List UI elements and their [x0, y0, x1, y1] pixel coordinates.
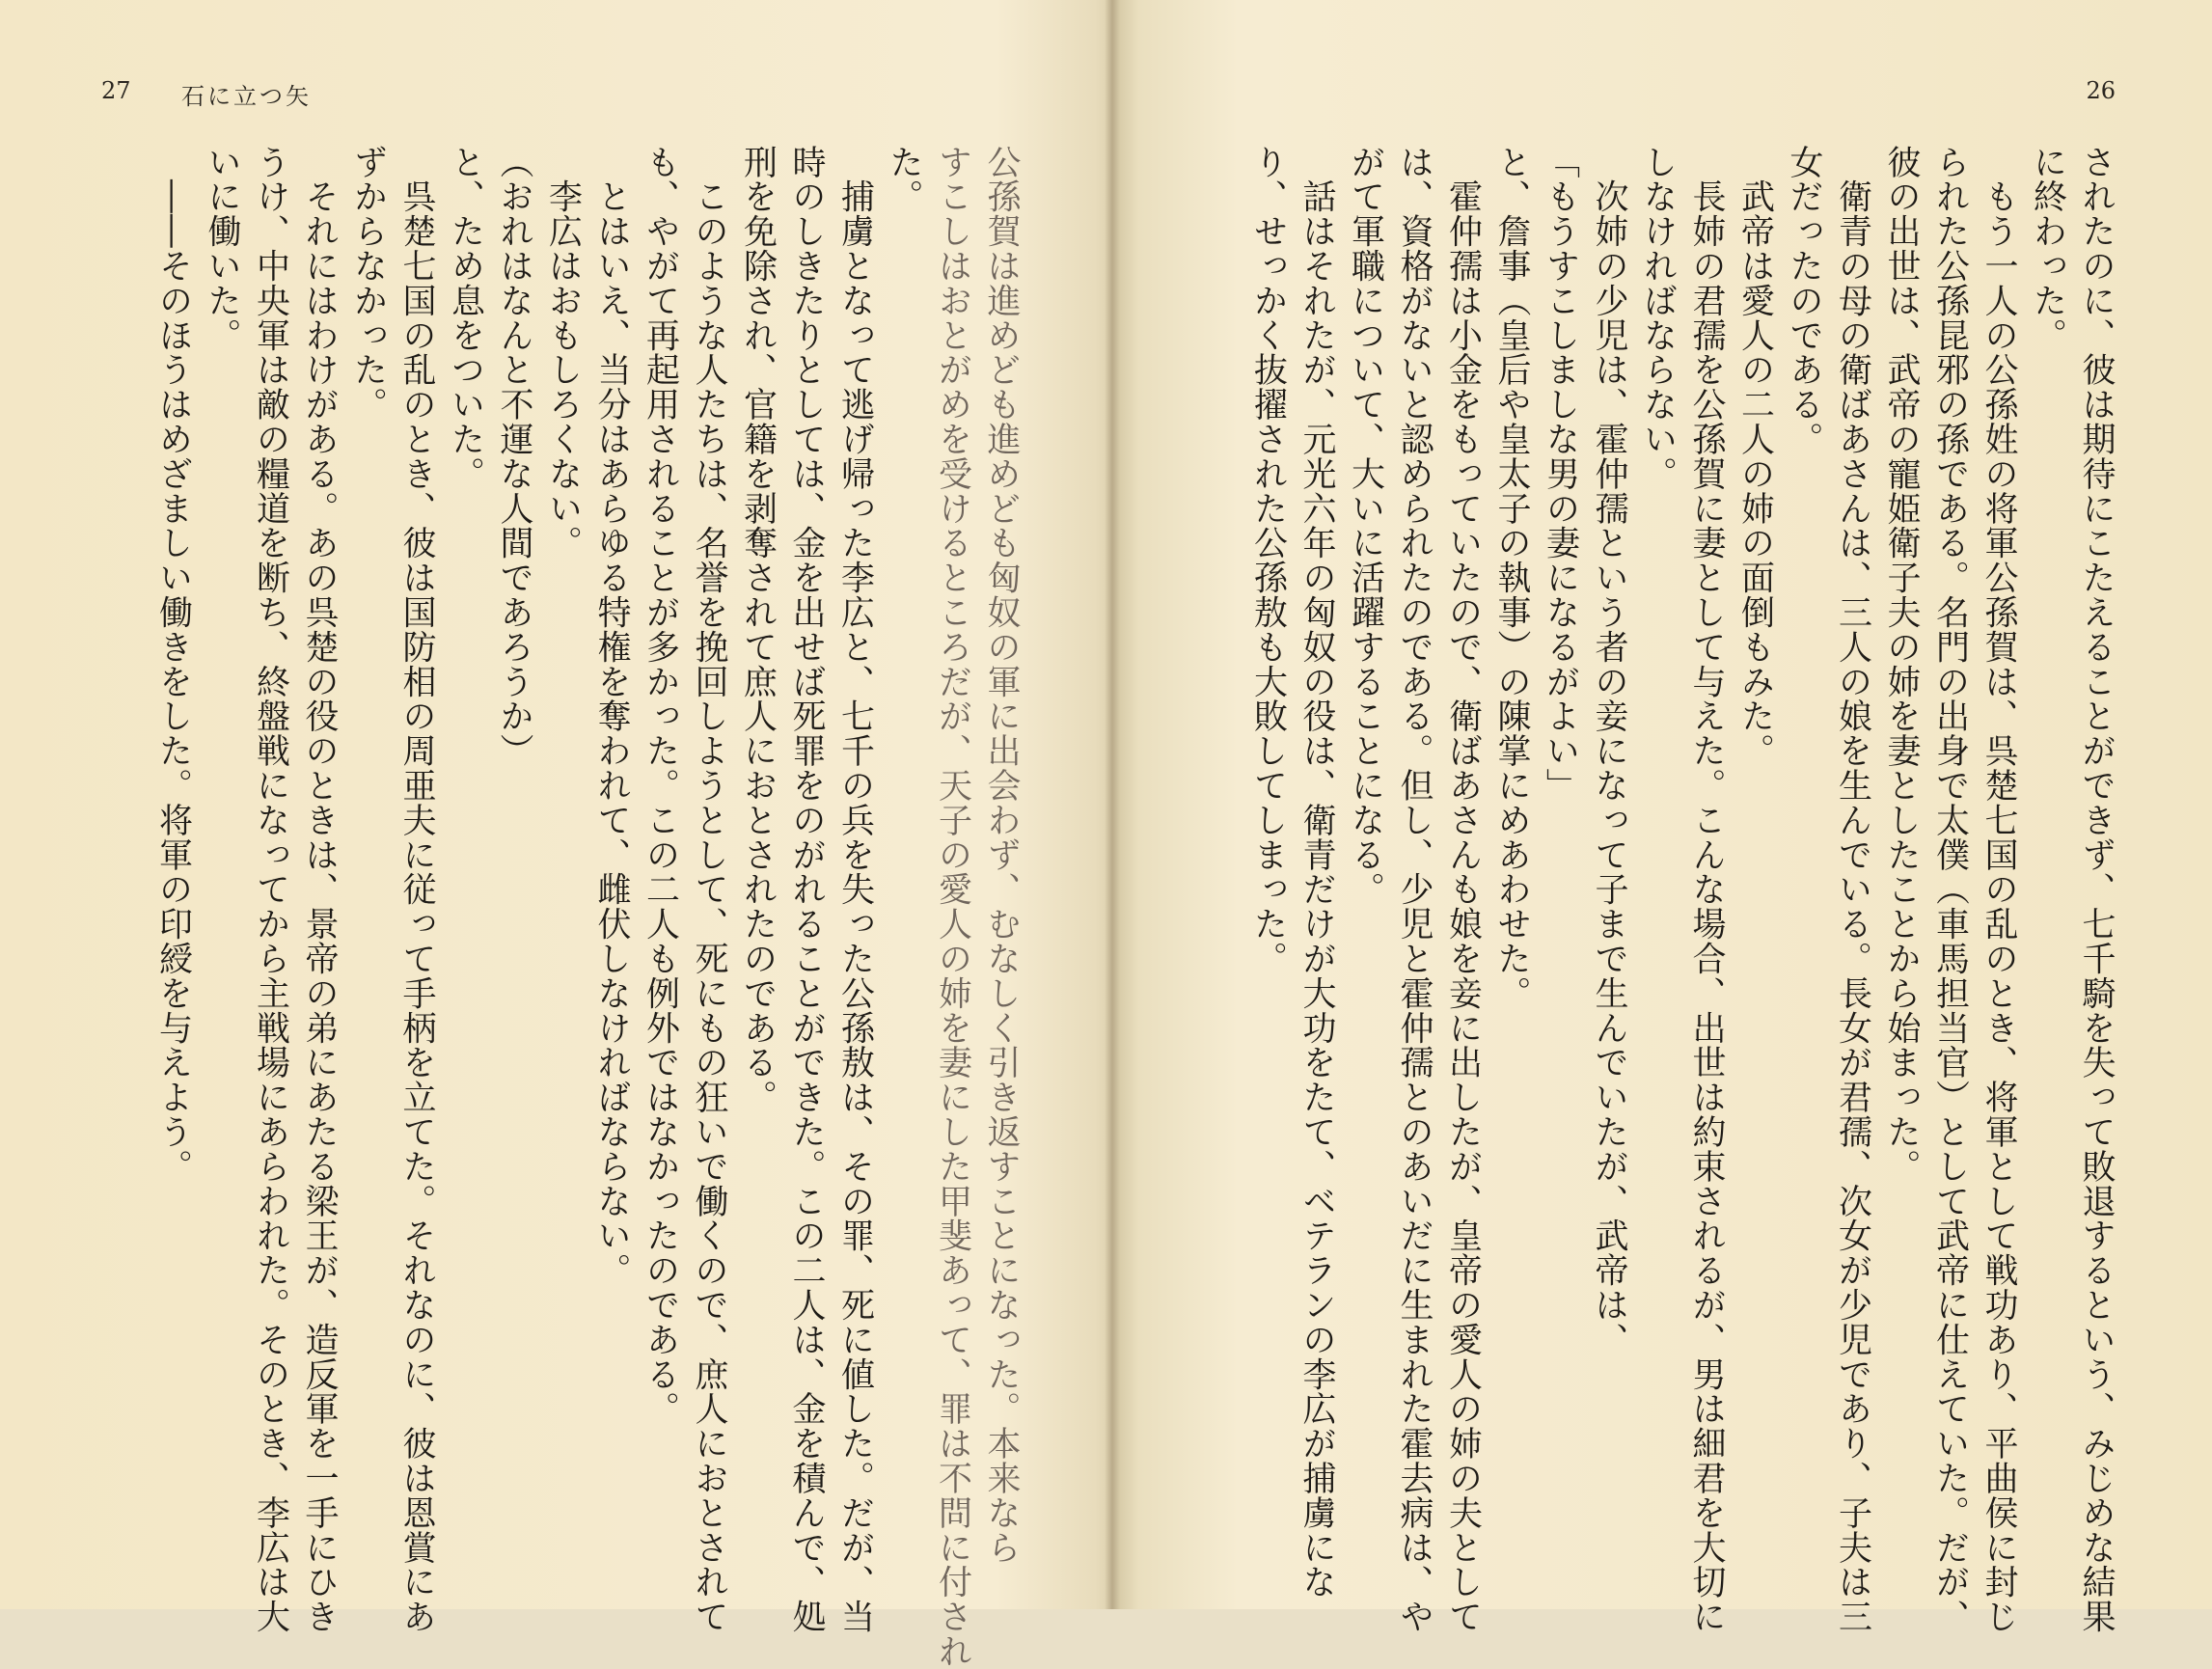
text-column: り、せっかく抜擢された公孫敖も大敗してしまった。: [1248, 145, 1288, 976]
right-page: [1120, 0, 2212, 1634]
text-column: 衛青の母の衛ばあさんは、三人の娘を生んでいる。長女が君孺、次女が少児であり、子夫は三: [1833, 145, 1872, 1634]
book-gutter: [1105, 0, 1120, 1609]
text-column: も、やがて再起用されることが多かった。この二人も例外ではなかったのである。: [641, 145, 680, 1427]
text-column: ずからなかった。: [348, 145, 388, 423]
text-column: もう一人の公孫姓の将軍公孫賀は、呉楚七国の乱のとき、将軍として戦功あり、平曲侯に封じ: [1980, 145, 2018, 1634]
text-column: されたのに、彼は期待にこたえることができず、七千騎を失って敗退するという、みじめな結果: [2077, 145, 2116, 1634]
text-column: 話はそれたが、元光六年の匈奴の役は、衛青だけが大功をたて、ベテランの李広が捕虜にな: [1297, 145, 1336, 1600]
text-column: と、詹事（皇后や皇太子の執事）の陳掌にめあわせた。: [1492, 145, 1531, 1011]
text-column: それにはわけがある。あの呉楚の役のときは、景帝の弟にあたる梁王が、造反軍を一手にひき: [300, 145, 339, 1634]
text-column: 刑を免除され、官籍を剥奪されて庶人におとされたのである。: [738, 145, 778, 1115]
text-column: いに働いた。: [203, 145, 241, 353]
text-column: られた公孫昆邪の孫である。名門の出身で太僕（車馬担当官）として武帝に仕えていた。だが、: [1930, 145, 1970, 1634]
left-page: [0, 0, 1105, 1669]
page-number: 27: [101, 77, 131, 104]
text-column: がて軍職について、大いに活躍することになる。: [1346, 145, 1385, 907]
text-column: 彼の出世は、武帝の寵姫衛子夫の姉を妻としたことから始まった。: [1882, 145, 1921, 1184]
running-head: 石に立つ矢: [181, 83, 312, 110]
text-column: 武帝は愛人の二人の姉の面倒もみた。: [1735, 145, 1775, 769]
text-column: 霍仲孺は小金をもっていたので、衛ばあさんも娘を妾に出したが、皇帝の愛人の姉の夫として: [1443, 145, 1483, 1634]
text-column: 呉楚七国の乱のとき、彼は国防相の周亜夫に従って手柄を立てた。それなのに、彼は恩賞にあ: [397, 145, 436, 1634]
text-column: 李広はおもしろくない。: [543, 145, 583, 561]
left-page-body: [149, 145, 1025, 1669]
text-column: 「もうすこしましな男の妻になるがよい」: [1541, 145, 1580, 804]
text-column: と、ため息をついた。: [446, 145, 485, 491]
text-column: は、資格がないと認められたのである。但し、少児と霍仲孺とのあいだに生まれた霍去病は、や: [1395, 145, 1434, 1634]
right-page-body: [1243, 145, 2120, 1634]
text-column: 捕虜となって逃げ帰った李広と、七千の兵を失った公孫敖は、その罪、死に値した。だが、当: [835, 145, 875, 1634]
text-column: とはいえ、当分はあらゆる特権を奪われて、雌伏しなければならない。: [592, 145, 631, 1288]
text-column: 公孫賀は進めども進めども匈奴の軍に出会わず、むなしく引き返すことになった。本来なら: [982, 145, 1021, 1565]
text-column: ――そのほうはめざましい働きをした。将軍の印綬を与えよう。: [153, 145, 193, 1184]
text-column: 女だったのである。: [1785, 145, 1823, 457]
text-column: 時のしきたりとしては、金を出せば死罪をのがれることができた。この二人は、金を積んで、処: [787, 145, 826, 1634]
text-column: このような人たちは、名誉を挽回しようとして、死にもの狂いで働くので、庶人におとされて: [690, 145, 728, 1634]
text-column: すこしはおとがめを受けるところだが、天子の愛人の姉を妻にした甲斐あって、罪は不問に付され: [933, 145, 972, 1669]
page-number: 26: [2086, 77, 2116, 104]
text-column: （おれはなんと不運な人間であろうか）: [495, 145, 533, 769]
text-column: た。: [885, 145, 923, 214]
text-column: に終わった。: [2028, 145, 2067, 353]
text-column: しなければならない。: [1638, 145, 1678, 491]
text-column: 次姉の少児は、霍仲孺という者の妾になって子まで生んでいたが、武帝は、: [1590, 145, 1628, 1357]
text-column: うけ、中央軍は敵の糧道を断ち、終盤戦になってから主戦場にあらわれた。そのとき、李広は大: [251, 145, 290, 1634]
text-column: 長姉の君孺を公孫賀に妻として与えた。こんな場合、出世は約束されるが、男は細君を大切に: [1687, 145, 1726, 1634]
